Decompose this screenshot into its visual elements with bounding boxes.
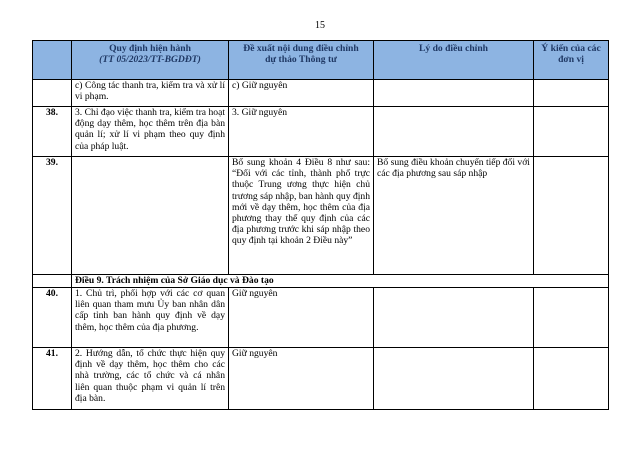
row-current: 2. Hướng dẫn, tổ chức thực hiện quy định về dạy thêm, học thêm cho các nhà trường, các tổ chức và cá nhân liên quan thuộc phạm vi quản lí trên địa bàn. (72, 348, 229, 410)
row-reason: Bổ sung điều khoản chuyển tiếp đối với các địa phương sau sáp nhập (374, 157, 534, 275)
table-row (33, 107, 609, 157)
section-row (33, 275, 609, 288)
header-reason: Lý do điều chỉnh (374, 41, 534, 80)
header-opinion-line1: Ý kiến của các (541, 43, 601, 54)
row-current: 3. Chỉ đạo việc thanh tra, kiểm tra hoạt động dạy thêm, học thêm trên địa bàn quản lí; xử lí vi phạm theo quy định của pháp luật. (72, 107, 229, 157)
row-opinion (534, 80, 609, 107)
header-opinion (534, 41, 609, 80)
page-number: 15 (315, 20, 325, 31)
row-proposal: c) Giữ nguyên (229, 80, 374, 107)
row-opinion (534, 348, 609, 410)
row-current (72, 157, 229, 275)
row-opinion (534, 288, 609, 348)
section-number (33, 275, 72, 288)
header-current-regulation-title: Quy định hiện hành (109, 43, 191, 54)
row-reason (374, 348, 534, 410)
table-row (33, 157, 609, 275)
row-number: 41. (33, 348, 72, 410)
row-number: 39. (33, 157, 72, 275)
row-reason (374, 107, 534, 157)
header-proposal (229, 41, 374, 80)
row-reason (374, 288, 534, 348)
section-title: Điều 9. Trách nhiệm của Sở Giáo dục và Đào tạo (72, 275, 609, 288)
row-proposal: Giữ nguyên (229, 348, 374, 410)
comparison-table (32, 40, 609, 410)
header-number (33, 41, 72, 80)
table-header-row (33, 41, 609, 80)
header-current-regulation-ref: (TT 05/2023/TT-BGDĐT) (99, 54, 201, 66)
row-proposal: Bổ sung khoản 4 Điều 8 như sau: “Đối với các tỉnh, thành phố trực thuộc Trung ương thực hiện chủ trương sáp nhập, ban hành quy định mới về dạy thêm, học thêm của địa phương thay thế quy định của các địa phương trước khi sáp nhập theo quy định tại khoản 2 Điều này” (229, 157, 374, 275)
header-opinion-line2: đơn vị (558, 54, 584, 66)
row-opinion (534, 157, 609, 275)
row-number: 38. (33, 107, 72, 157)
row-current: c) Công tác thanh tra, kiểm tra và xử lí vi phạm. (72, 80, 229, 107)
row-current: 1. Chủ trì, phối hợp với các cơ quan liên quan tham mưu Ủy ban nhân dân cấp tỉnh ban hành quy định về dạy thêm, học thêm của địa phương. (72, 288, 229, 348)
row-proposal: 3. Giữ nguyên (229, 107, 374, 157)
header-current-regulation (72, 41, 229, 80)
row-number (33, 80, 72, 107)
row-reason (374, 80, 534, 107)
row-proposal: Giữ nguyên (229, 288, 374, 348)
table-row (33, 348, 609, 410)
row-number: 40. (33, 288, 72, 348)
table-row (33, 288, 609, 348)
header-proposal-line1: Đề xuất nội dung điều chỉnh (243, 43, 359, 54)
header-proposal-line2: dự thảo Thông tư (265, 54, 337, 66)
row-opinion (534, 107, 609, 157)
table-row (33, 80, 609, 107)
